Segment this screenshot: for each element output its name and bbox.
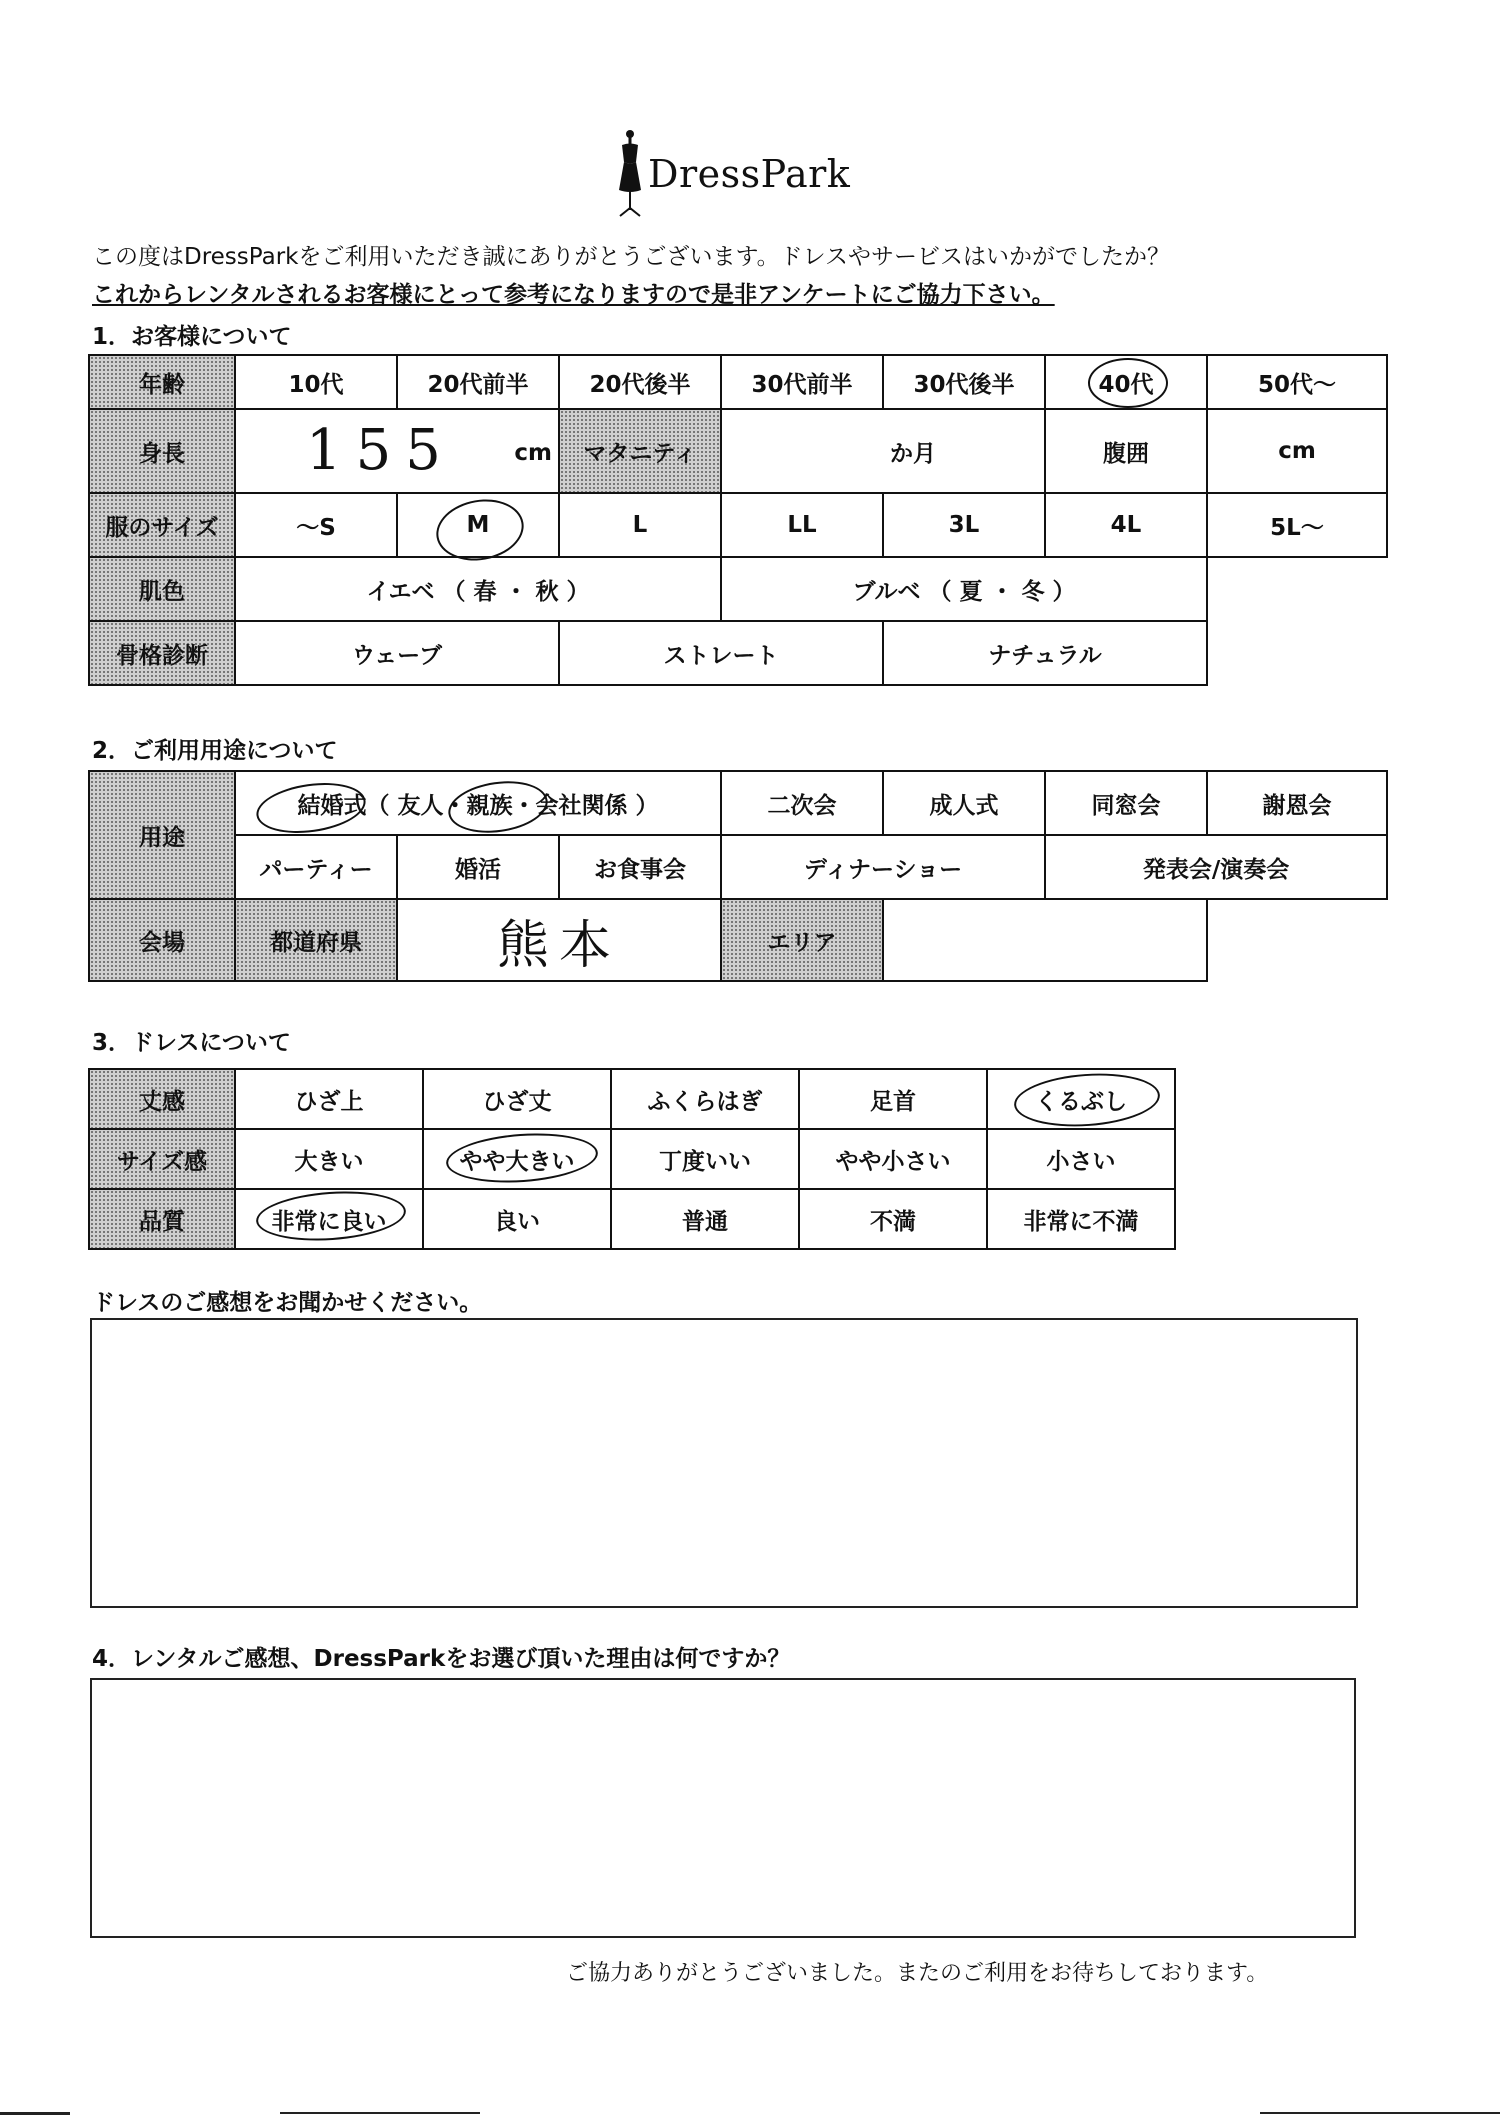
usage-wedding-option[interactable]: 結婚式（ 友人・親族・会社関係 ）	[235, 771, 721, 835]
age-option-selected[interactable]: 40代	[1045, 355, 1207, 409]
age-option[interactable]: 10代	[235, 355, 397, 409]
usage-table	[88, 770, 1388, 982]
age-option[interactable]: 30代後半	[883, 355, 1045, 409]
size-option-selected[interactable]: M	[397, 493, 559, 557]
quality-option[interactable]: 良い	[423, 1189, 611, 1249]
size-label: 服のサイズ	[89, 493, 235, 557]
usage-option[interactable]: お食事会	[559, 835, 721, 899]
customer-info-table	[88, 354, 1388, 686]
dress-comment-box[interactable]	[90, 1318, 1358, 1608]
age-option[interactable]: 20代前半	[397, 355, 559, 409]
thanks-message: ご協力ありがとうございました。またのご利用をお待ちしております。	[566, 1961, 1269, 1986]
section3-title: 3．ドレスについて	[92, 1030, 291, 1056]
usage-option[interactable]: パーティー	[235, 835, 397, 899]
scan-artifact	[280, 2112, 480, 2114]
fit-label: サイズ感	[89, 1129, 235, 1189]
size-option[interactable]: 3L	[883, 493, 1045, 557]
size-option[interactable]: ～S	[235, 493, 397, 557]
skin-yellow-option[interactable]: イエベ （ 春 ・ 秋 ）	[235, 557, 721, 621]
frame-label: 骨格診断	[89, 621, 235, 685]
usage-option[interactable]: 謝恩会	[1207, 771, 1387, 835]
quality-option-selected[interactable]: 非常に良い	[235, 1189, 423, 1249]
size-row	[89, 493, 1387, 557]
section4-title: 4．レンタルご感想、DressParkをお選び頂いた理由は何ですか？	[92, 1646, 791, 1672]
maternity-month-unit: か月	[890, 440, 936, 467]
fit-option[interactable]: 丁度いい	[611, 1129, 799, 1189]
skin-blue-option[interactable]: ブルベ （ 夏 ・ 冬 ）	[721, 557, 1207, 621]
usage-option[interactable]: 婚活	[397, 835, 559, 899]
height-row	[89, 409, 1387, 493]
usage-option[interactable]: 発表会/演奏会	[1045, 835, 1387, 899]
length-option[interactable]: 足首	[799, 1069, 987, 1129]
usage-row-2	[89, 835, 1387, 899]
frame-option[interactable]: ウェーブ	[235, 621, 559, 685]
length-option-selected[interactable]: くるぶし	[987, 1069, 1175, 1129]
quality-option[interactable]: 普通	[611, 1189, 799, 1249]
length-option[interactable]: ひざ上	[235, 1069, 423, 1129]
venue-label: 会場	[89, 899, 235, 981]
length-option[interactable]: ふくらはぎ	[611, 1069, 799, 1129]
section2-title: 2．ご利用用途について	[92, 738, 338, 764]
intro-request: これからレンタルされるお客様にとって参考になりますので是非アンケートにご協力下さい。	[92, 282, 1055, 308]
scan-artifact	[1260, 2112, 1500, 2114]
waist-field[interactable]	[1207, 409, 1387, 493]
size-option[interactable]: LL	[721, 493, 883, 557]
size-option[interactable]: 4L	[1045, 493, 1207, 557]
fit-option[interactable]: 大きい	[235, 1129, 423, 1189]
height-unit: cm	[514, 440, 552, 466]
age-option[interactable]: 20代後半	[559, 355, 721, 409]
venue-row	[89, 899, 1387, 981]
fit-row	[89, 1129, 1175, 1189]
section1-title: 1．お客様について	[92, 324, 292, 350]
height-value: 155	[306, 418, 455, 483]
age-row	[89, 355, 1387, 409]
prefecture-field[interactable]	[397, 899, 721, 981]
frame-option[interactable]: ストレート	[559, 621, 883, 685]
scan-artifact	[0, 2112, 70, 2115]
fit-option-selected[interactable]: やや大きい	[423, 1129, 611, 1189]
dress-form-icon	[610, 128, 650, 218]
usage-row-1	[89, 771, 1387, 835]
age-option[interactable]: 50代～	[1207, 355, 1387, 409]
size-option[interactable]: L	[559, 493, 721, 557]
usage-option[interactable]: 二次会	[721, 771, 883, 835]
quality-row	[89, 1189, 1175, 1249]
usage-option[interactable]: 同窓会	[1045, 771, 1207, 835]
usage-option[interactable]: 成人式	[883, 771, 1045, 835]
intro-text: この度はDressParkをご利用いただき誠にありがとうございます。ドレスやサービスはいかがでしたか？	[92, 244, 1170, 270]
age-label: 年齢	[89, 355, 235, 409]
frame-row	[89, 621, 1387, 685]
area-field[interactable]	[883, 899, 1207, 981]
brand-name: DressPark	[648, 152, 851, 196]
length-option[interactable]: ひざ丈	[423, 1069, 611, 1129]
waist-label: 腹囲	[1045, 409, 1207, 493]
reason-answer-box[interactable]	[90, 1678, 1356, 1938]
fit-option[interactable]: 小さい	[987, 1129, 1175, 1189]
size-option[interactable]: 5L～	[1207, 493, 1387, 557]
maternity-label: マタニティ	[559, 409, 721, 493]
prefecture-label: 都道府県	[235, 899, 397, 981]
quality-option[interactable]: 非常に不満	[987, 1189, 1175, 1249]
usage-label: 用途	[89, 771, 235, 899]
quality-label: 品質	[89, 1189, 235, 1249]
waist-unit: cm	[1278, 438, 1316, 464]
fit-option[interactable]: やや小さい	[799, 1129, 987, 1189]
height-label: 身長	[89, 409, 235, 493]
dress-table	[88, 1068, 1176, 1250]
skin-label: 肌色	[89, 557, 235, 621]
length-row	[89, 1069, 1175, 1129]
dress-comment-prompt: ドレスのご感想をお聞かせください。	[92, 1290, 483, 1316]
usage-option[interactable]: ディナーショー	[721, 835, 1045, 899]
age-option[interactable]: 30代前半	[721, 355, 883, 409]
height-field[interactable]	[235, 409, 559, 493]
prefecture-value: 熊本	[497, 915, 622, 976]
skin-row	[89, 557, 1387, 621]
quality-option[interactable]: 不満	[799, 1189, 987, 1249]
dresspark-logo	[610, 128, 850, 218]
length-label: 丈感	[89, 1069, 235, 1129]
frame-option[interactable]: ナチュラル	[883, 621, 1207, 685]
maternity-month-field[interactable]	[721, 409, 1045, 493]
area-label: エリア	[721, 899, 883, 981]
